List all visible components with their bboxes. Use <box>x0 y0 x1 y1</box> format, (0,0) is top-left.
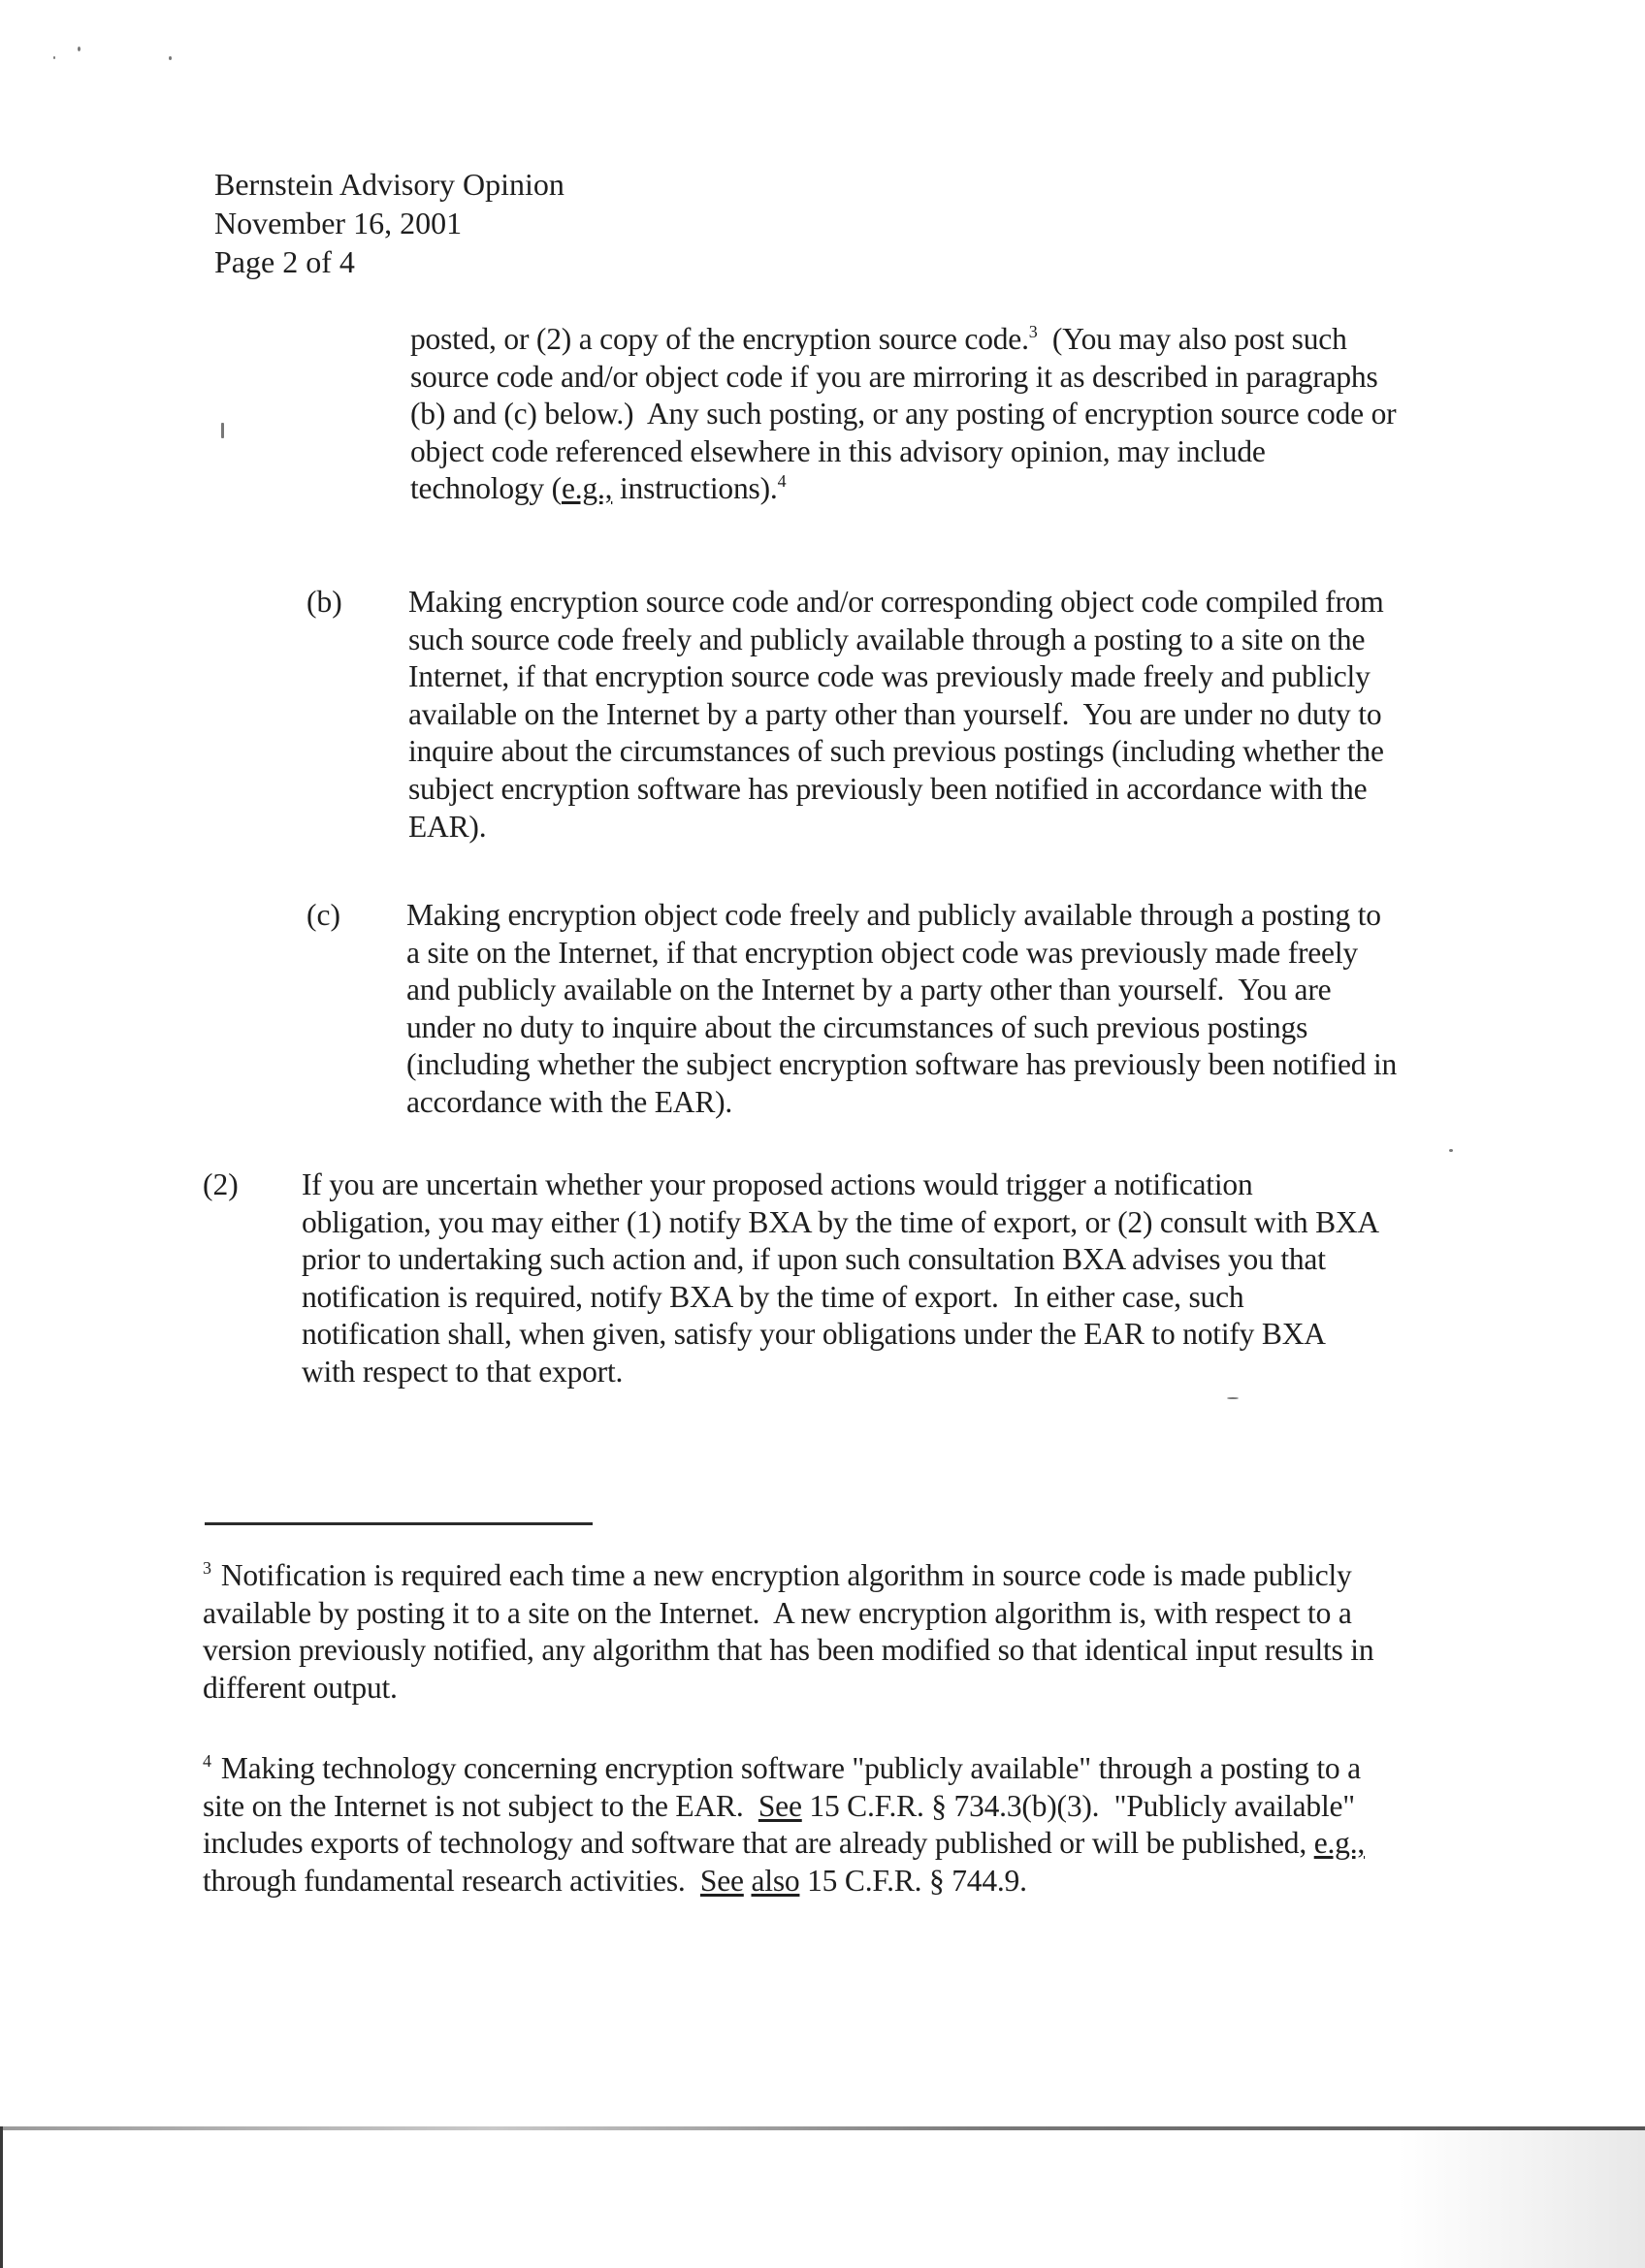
text-line: available on the Internet by a party other than yourself. You are under no duty to <box>408 696 1382 731</box>
document-title: Bernstein Advisory Opinion <box>214 167 564 202</box>
item-c-label: (c) <box>306 898 340 932</box>
scan-speck <box>53 56 55 59</box>
scan-speck <box>221 423 224 438</box>
text-line: under no duty to inquire about the circumstances of such previous postings <box>406 1009 1308 1044</box>
text-line: includes exports of technology and software that are already published or will be published, e.g., <box>203 1826 1366 1861</box>
text-line: (including whether the subject encryption software has previously been notified in <box>406 1047 1398 1082</box>
text-line: notification shall, when given, satisfy your obligations under the EAR to notify BXA <box>302 1317 1326 1352</box>
text-line: available by posting it to a site on the Internet. A new encryption algorithm is, with respect to a <box>203 1595 1352 1630</box>
text-line: accordance with the EAR). <box>406 1084 733 1119</box>
scan-speck <box>169 56 172 60</box>
item-c-paragraph <box>406 897 1397 1122</box>
text-line: through fundamental research activities. See also 15 C.F.R. § 744.9. <box>203 1863 1027 1898</box>
text-line: notification is required, notify BXA by the time of export. In either case, such <box>302 1279 1244 1314</box>
footnote-mark: 3 <box>203 1558 211 1578</box>
text-line: with respect to that export. <box>302 1354 624 1389</box>
text-line: (b) and (c) below.) Any such posting, or any posting of encryption source code or <box>410 397 1397 431</box>
footnote-3 <box>203 1557 1373 1707</box>
text-line: $^3$ Notification is required each time a new encryption algorithm in source code is made publicly <box>203 1558 1352 1592</box>
text-line: source code and/or object code if you are mirroring it as described in paragraphs <box>410 359 1378 394</box>
item-b-paragraph <box>408 584 1384 846</box>
text-line: subject encryption software has previously been notified in accordance with the <box>408 771 1368 806</box>
text-line: technology (e.g., instructions).$^4$ <box>410 471 787 506</box>
text-line: object code referenced elsewhere in this advisory opinion, may include <box>410 433 1266 468</box>
text-line: prior to undertaking such action and, if upon such consultation BXA advises you that <box>302 1242 1326 1277</box>
footnote-mark: 4 <box>203 1751 211 1771</box>
text-line: Making encryption source code and/or corresponding object code compiled from <box>408 585 1384 619</box>
citation-signal-see: See <box>758 1788 802 1823</box>
paragraph-a-continuation <box>410 321 1396 508</box>
text-line: EAR). <box>408 809 487 844</box>
text-line: $^4$ Making technology concerning encryption software "publicly available" through a posting to a <box>203 1751 1361 1785</box>
scan-speck <box>78 47 81 51</box>
item-b-label: (b) <box>306 585 342 619</box>
text-line: and publicly available on the Internet by a party other than yourself. You are <box>406 973 1332 1007</box>
text-line: posted, or (2) a copy of the encryption source code.$^3$ (You may also post such <box>410 322 1347 356</box>
text-line: obligation, you may either (1) notify BXA by the time of export, or (2) consult with BXA <box>302 1204 1379 1239</box>
text-line: such source code freely and publicly available through a posting to a site on the <box>408 622 1366 656</box>
citation-signal-see: See <box>699 1863 744 1898</box>
footnote-separator <box>205 1522 593 1525</box>
text-line: Internet, if that encryption source code was previously made freely and publicly <box>408 659 1371 694</box>
footnote-ref-3: 3 <box>1028 322 1038 341</box>
text-line: version previously notified, any algorithm that has been modified so that identical input results in <box>203 1633 1374 1668</box>
footnote-ref-4: 4 <box>777 471 787 492</box>
scan-speck <box>1449 1149 1453 1152</box>
page-header <box>214 165 564 281</box>
item-2-label: (2) <box>203 1167 239 1201</box>
scan-speck <box>1227 1397 1239 1399</box>
eg-abbrev: e.g., <box>561 471 613 506</box>
text-line: site on the Internet is not subject to the EAR. See 15 C.F.R. § 734.3(b)(3). "Publicly available" <box>203 1788 1355 1823</box>
text-line: Making encryption object code freely and publicly available through a posting to <box>406 898 1381 932</box>
footnote-4 <box>203 1750 1365 1900</box>
citation-signal-also: also <box>751 1863 800 1898</box>
text-line: different output. <box>203 1670 398 1705</box>
scanner-bed <box>3 2130 1645 2268</box>
item-2-paragraph <box>302 1166 1379 1391</box>
eg-abbrev: e.g., <box>1313 1826 1366 1861</box>
text-line: If you are uncertain whether your proposed actions would trigger a notification <box>302 1167 1253 1201</box>
text-line: inquire about the circumstances of such previous postings (including whether the <box>408 734 1384 769</box>
page-number: Page 2 of 4 <box>214 244 355 279</box>
text-line: a site on the Internet, if that encryption object code was previously made freely <box>406 935 1358 970</box>
document-date: November 16, 2001 <box>214 206 463 240</box>
